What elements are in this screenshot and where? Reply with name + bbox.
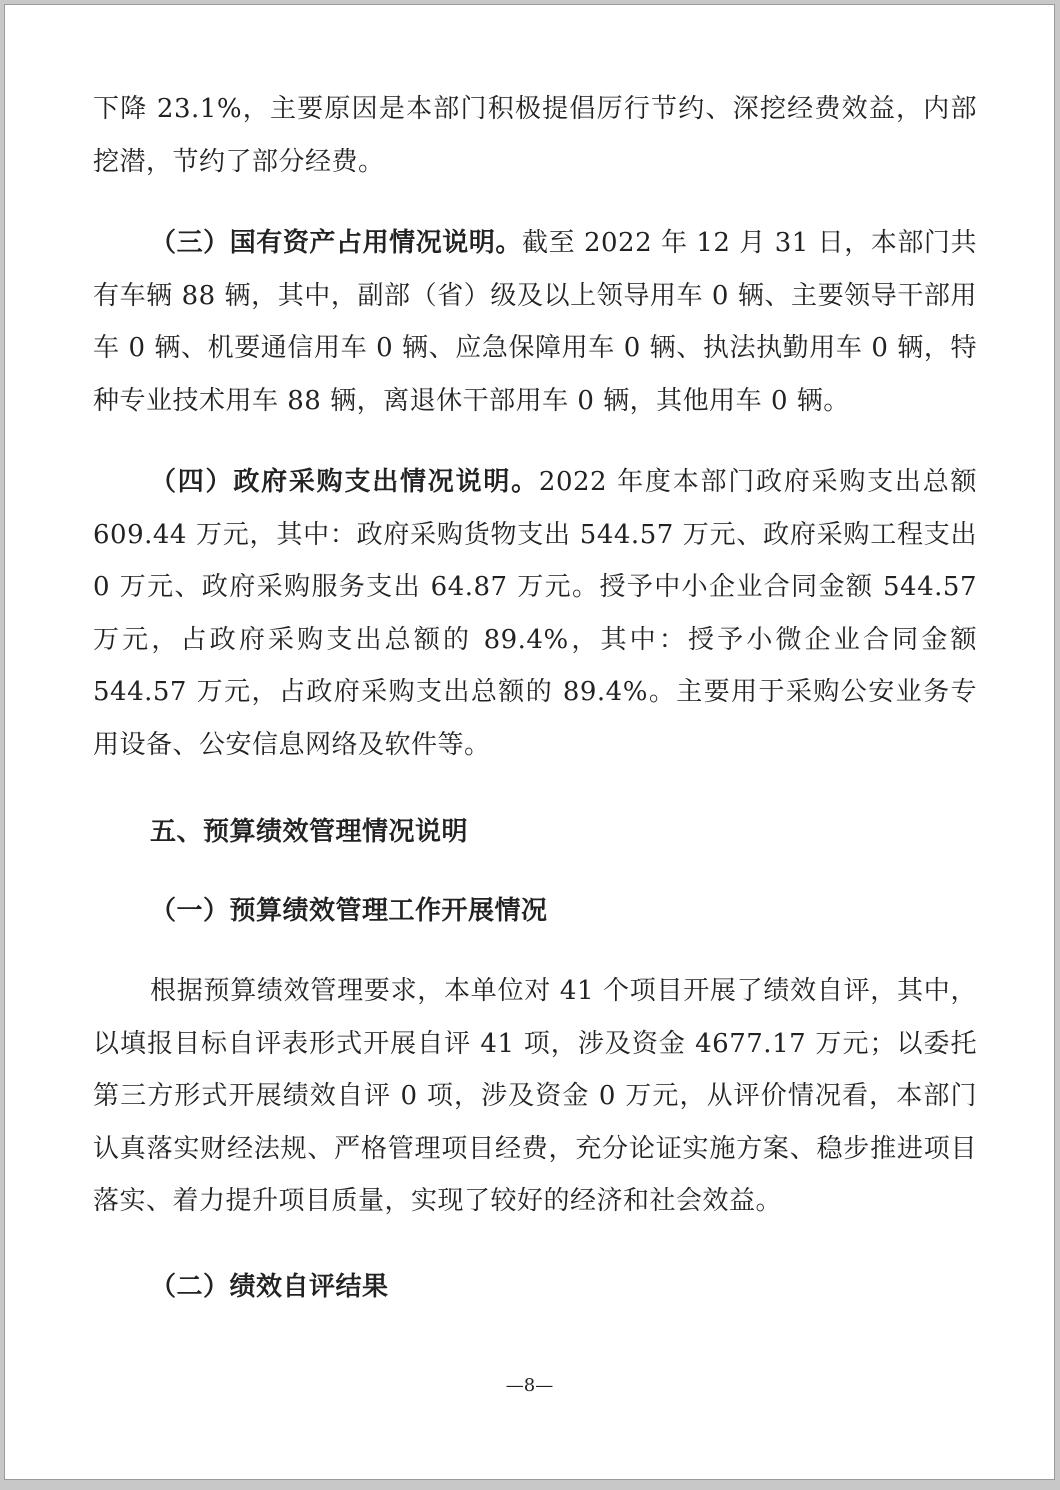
section-heading-performance-management: 五、预算绩效管理情况说明 — [150, 817, 469, 847]
paragraph-text: 2022 年度本部门政府采购支出总额 609.44 万元，其中：政府采购货物支出 544.57 万元、政府采购工程支出 0 万元、政府采购服务支出 64.87 万元。授予中小企业合同金额 544.57 万元，占政府采购支出总额的 89.4%，其中：授予小微企业合同金额 544.57 万元，占政府采购支出总额的 89.4%。主要用于采购公安业务专用设备、公安信息网络及软件等。 — [93, 467, 977, 760]
paragraph-text: 根据预算绩效管理要求，本单位对 41 个项目开展了绩效自评，其中，以填报目标自评表形式开展自评 41 项，涉及资金 4677.17 万元；以委托第三方形式开展绩效自评 0 项，涉及资金 0 万元，从评价情况看，本部门认真落实财经法规、严格管理项目经费，充分论证实施方案、稳步推进项目落实、着力提升项目质量，实现了较好的经济和社会效益。 — [93, 976, 977, 1216]
paragraph-self-evaluation — [93, 965, 977, 1228]
document-page — [4, 4, 1055, 1480]
paragraph-heading-label: （四）政府采购支出情况说明。 — [150, 467, 539, 497]
paragraph-text: 截至 2022 年 12 月 31 日，本部门共有车辆 88 辆，其中，副部（省）级及以上领导用车 0 辆、主要领导干部用车 0 辆、机要通信用车 0 辆、应急保障用车 0 辆、执法执勤用车 0 辆，特种专业技术用车 88 辆，离退休干部用车 0 辆，其他用车 0 辆。 — [93, 228, 977, 416]
paragraph-text: 下降 23.1%，主要原因是本部门积极提倡厉行节约、深挖经费效益，内部挖潜，节约了部分经费。 — [93, 94, 977, 177]
page-number: —8— — [505, 1375, 554, 1396]
subsection-heading-work-status: （一）预算绩效管理工作开展情况 — [150, 896, 548, 926]
paragraph-government-procurement — [93, 456, 977, 771]
paragraph-state-assets — [93, 217, 977, 427]
paragraph-heading-label: （三）国有资产占用情况说明。 — [150, 228, 522, 258]
paragraph-savings-continuation — [93, 83, 977, 188]
subsection-heading-self-evaluation-results: （二）绩效自评结果 — [150, 1272, 389, 1302]
